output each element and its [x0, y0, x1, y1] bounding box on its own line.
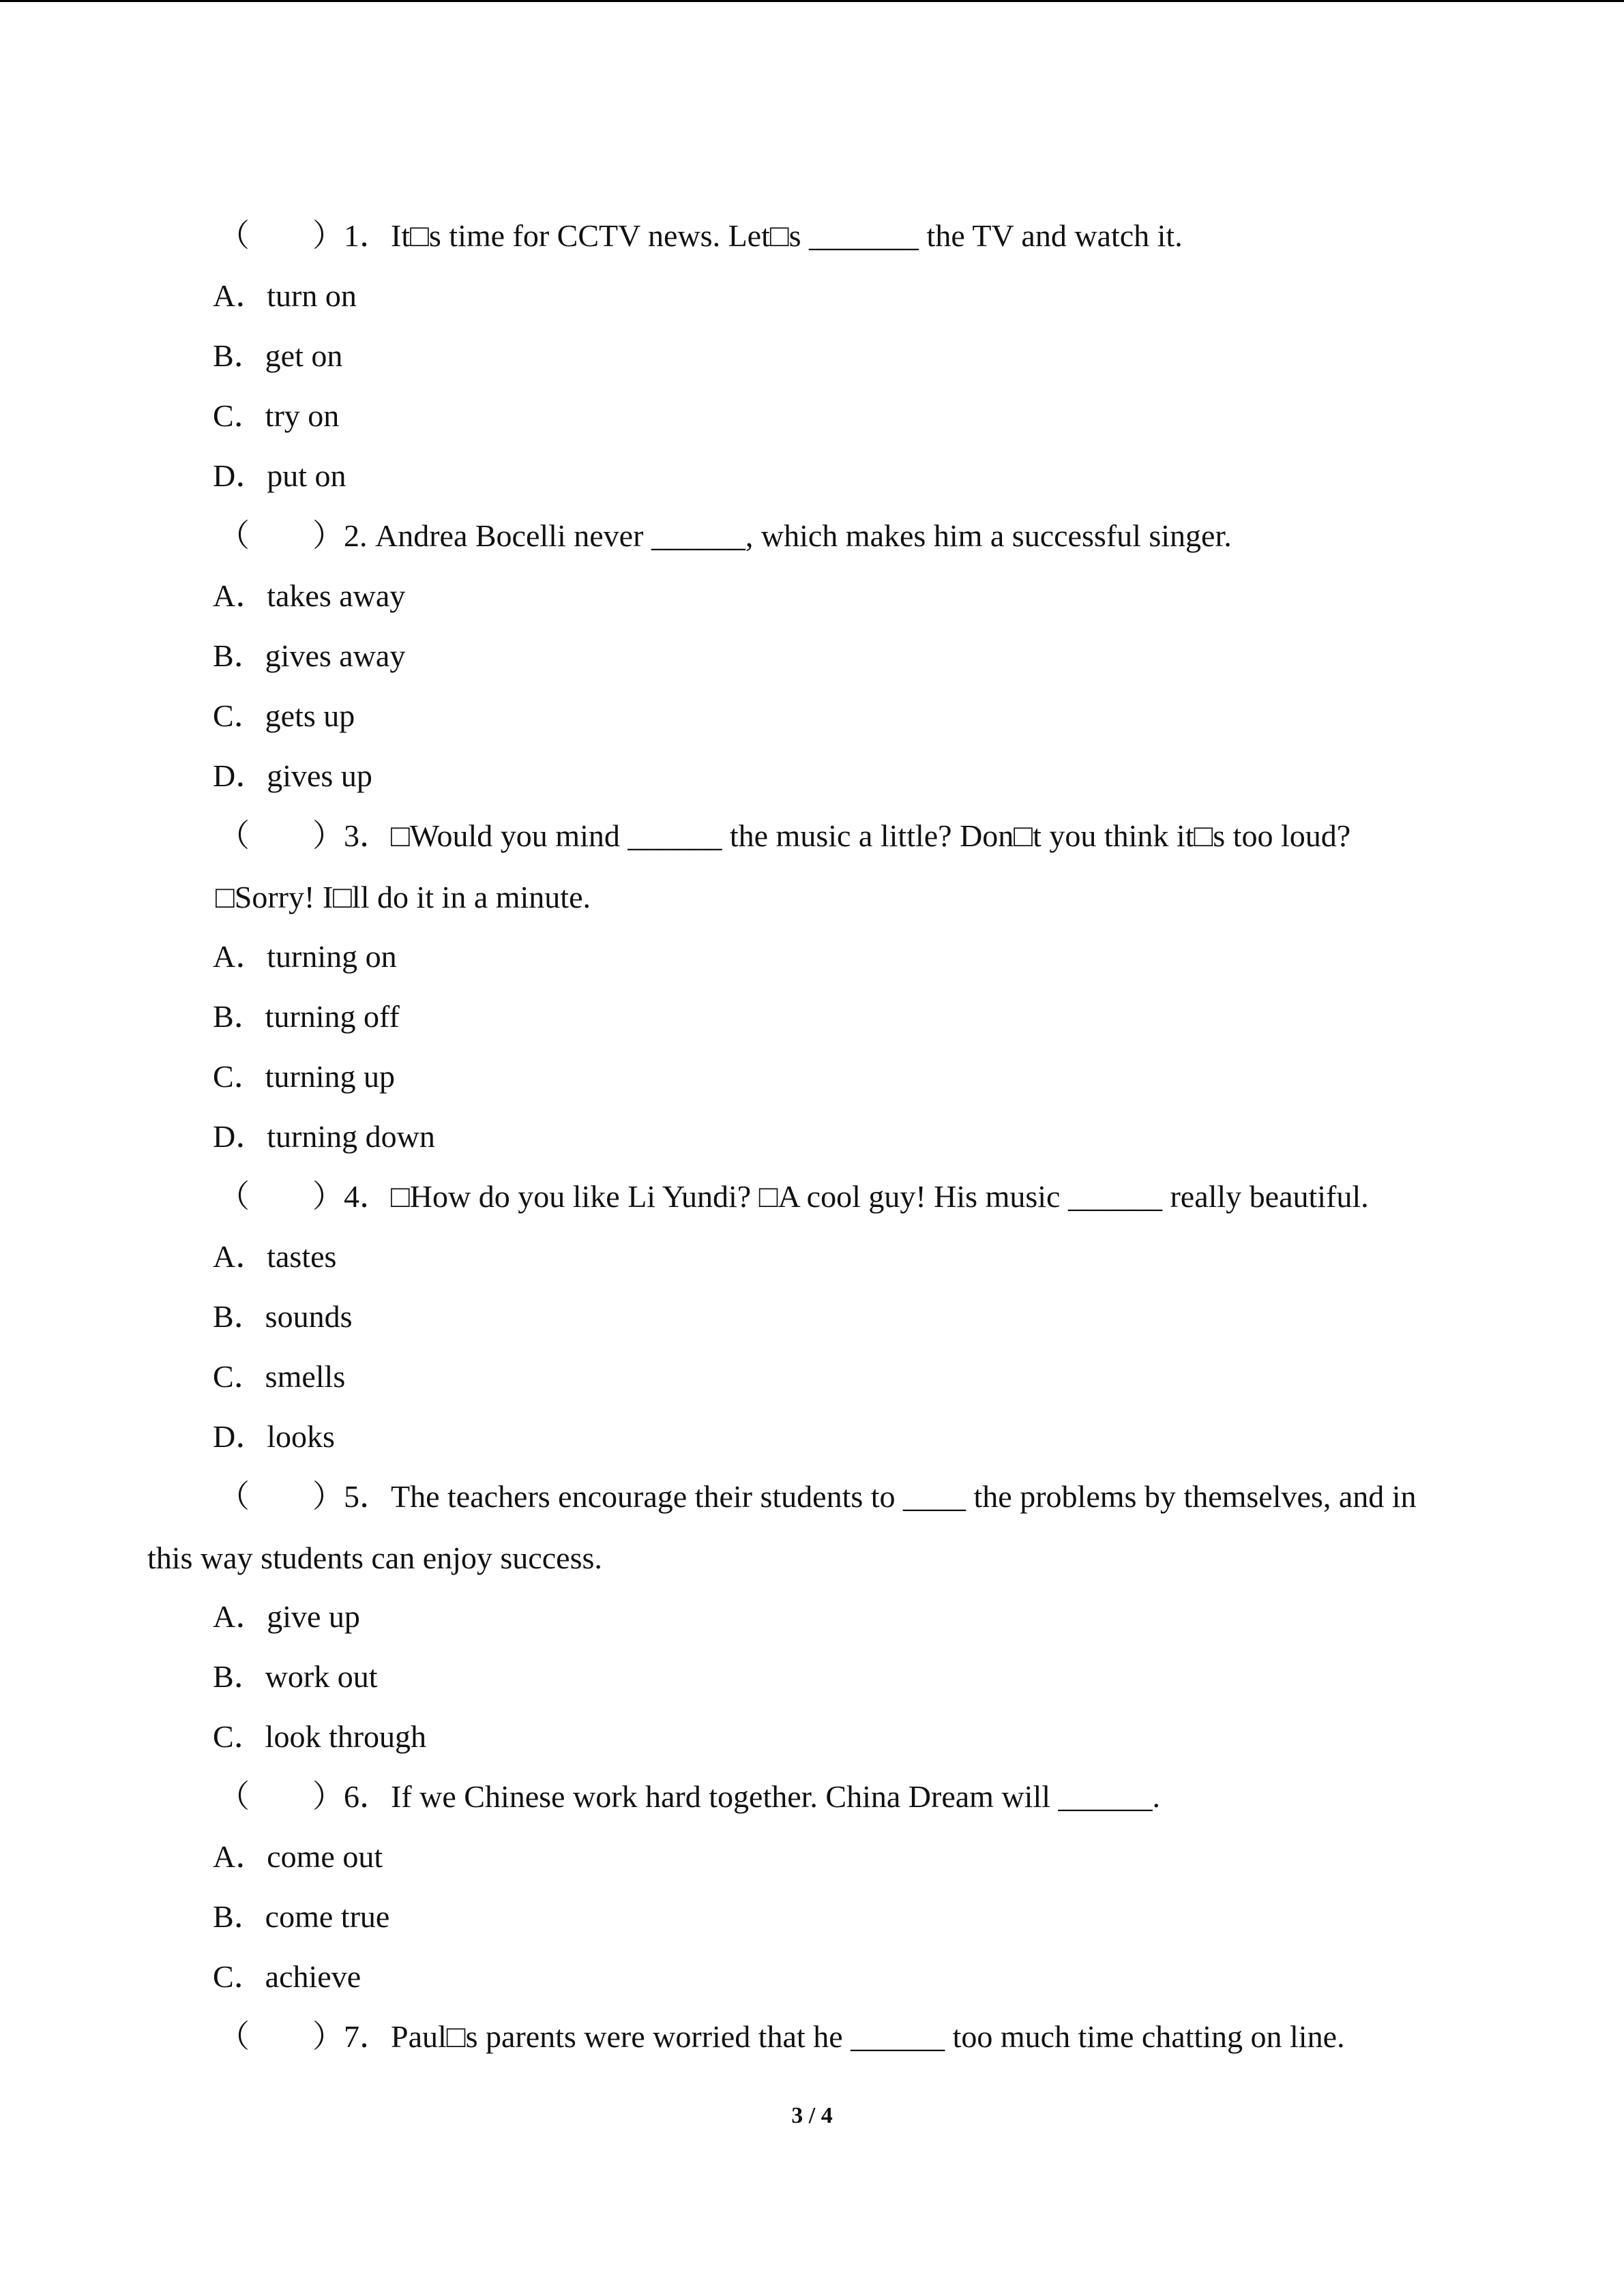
question-2-option-b: B．gives away	[213, 638, 406, 673]
question-4-option-a: A．tastes	[213, 1239, 337, 1274]
question-1-option-a: A．turn on	[213, 278, 357, 313]
question-6-option-c: C．achieve	[213, 1959, 361, 1994]
question-4-option-b: B．sounds	[213, 1299, 353, 1334]
question-2-option-c: C．gets up	[213, 698, 355, 733]
question-2-stem: （ ）2. Andrea Bocelli never ______, which makes him a successful singer.	[218, 518, 1232, 553]
question-5-stem: （ ）5．The teachers encourage their students to ____ the problems by themselves, and in	[218, 1479, 1417, 1514]
question-3-stem-continued: □Sorry! I□ll do it in a minute.	[216, 880, 591, 914]
question-3-option-a: A．turning on	[213, 939, 397, 974]
question-1-stem: （ ）1．It□s time for CCTV news. Let□s _______ the TV and watch it.	[218, 218, 1183, 253]
question-4-option-d: D．looks	[213, 1419, 335, 1454]
question-1-option-d: D．put on	[213, 458, 346, 493]
question-6-option-b: B．come true	[213, 1899, 390, 1934]
question-7-stem: （ ）7．Paul□s parents were worried that he ______ too much time chatting on line.	[218, 2019, 1345, 2054]
question-3-option-c: C．turning up	[213, 1059, 396, 1094]
question-1-option-b: B．get on	[213, 338, 343, 373]
question-6-stem: （ ）6．If we Chinese work hard together. China Dream will ______.	[218, 1779, 1161, 1814]
question-4-stem: （ ）4．□How do you like Li Yundi? □A cool guy! His music ______ really beautiful.	[218, 1179, 1369, 1214]
question-5-option-c: C．look through	[213, 1719, 427, 1754]
question-4-option-c: C．smells	[213, 1359, 346, 1394]
question-3-stem: （ ）3．□Would you mind ______ the music a little? Don□t you think it□s too loud?	[218, 818, 1351, 853]
question-5-option-b: B．work out	[213, 1659, 378, 1694]
question-1-option-c: C．try on	[213, 398, 340, 433]
page-number: 3 / 4	[791, 2103, 833, 2128]
question-2-option-d: D．gives up	[213, 758, 372, 793]
question-2-option-a: A．takes away	[213, 578, 406, 613]
top-border	[0, 0, 1624, 2]
question-5-option-a: A．give up	[213, 1599, 360, 1634]
question-5-stem-continued: this way students can enjoy success.	[147, 1540, 602, 1575]
question-3-option-b: B．turning off	[213, 999, 400, 1034]
question-6-option-a: A．come out	[213, 1839, 383, 1874]
question-3-option-d: D．turning down	[213, 1119, 435, 1154]
